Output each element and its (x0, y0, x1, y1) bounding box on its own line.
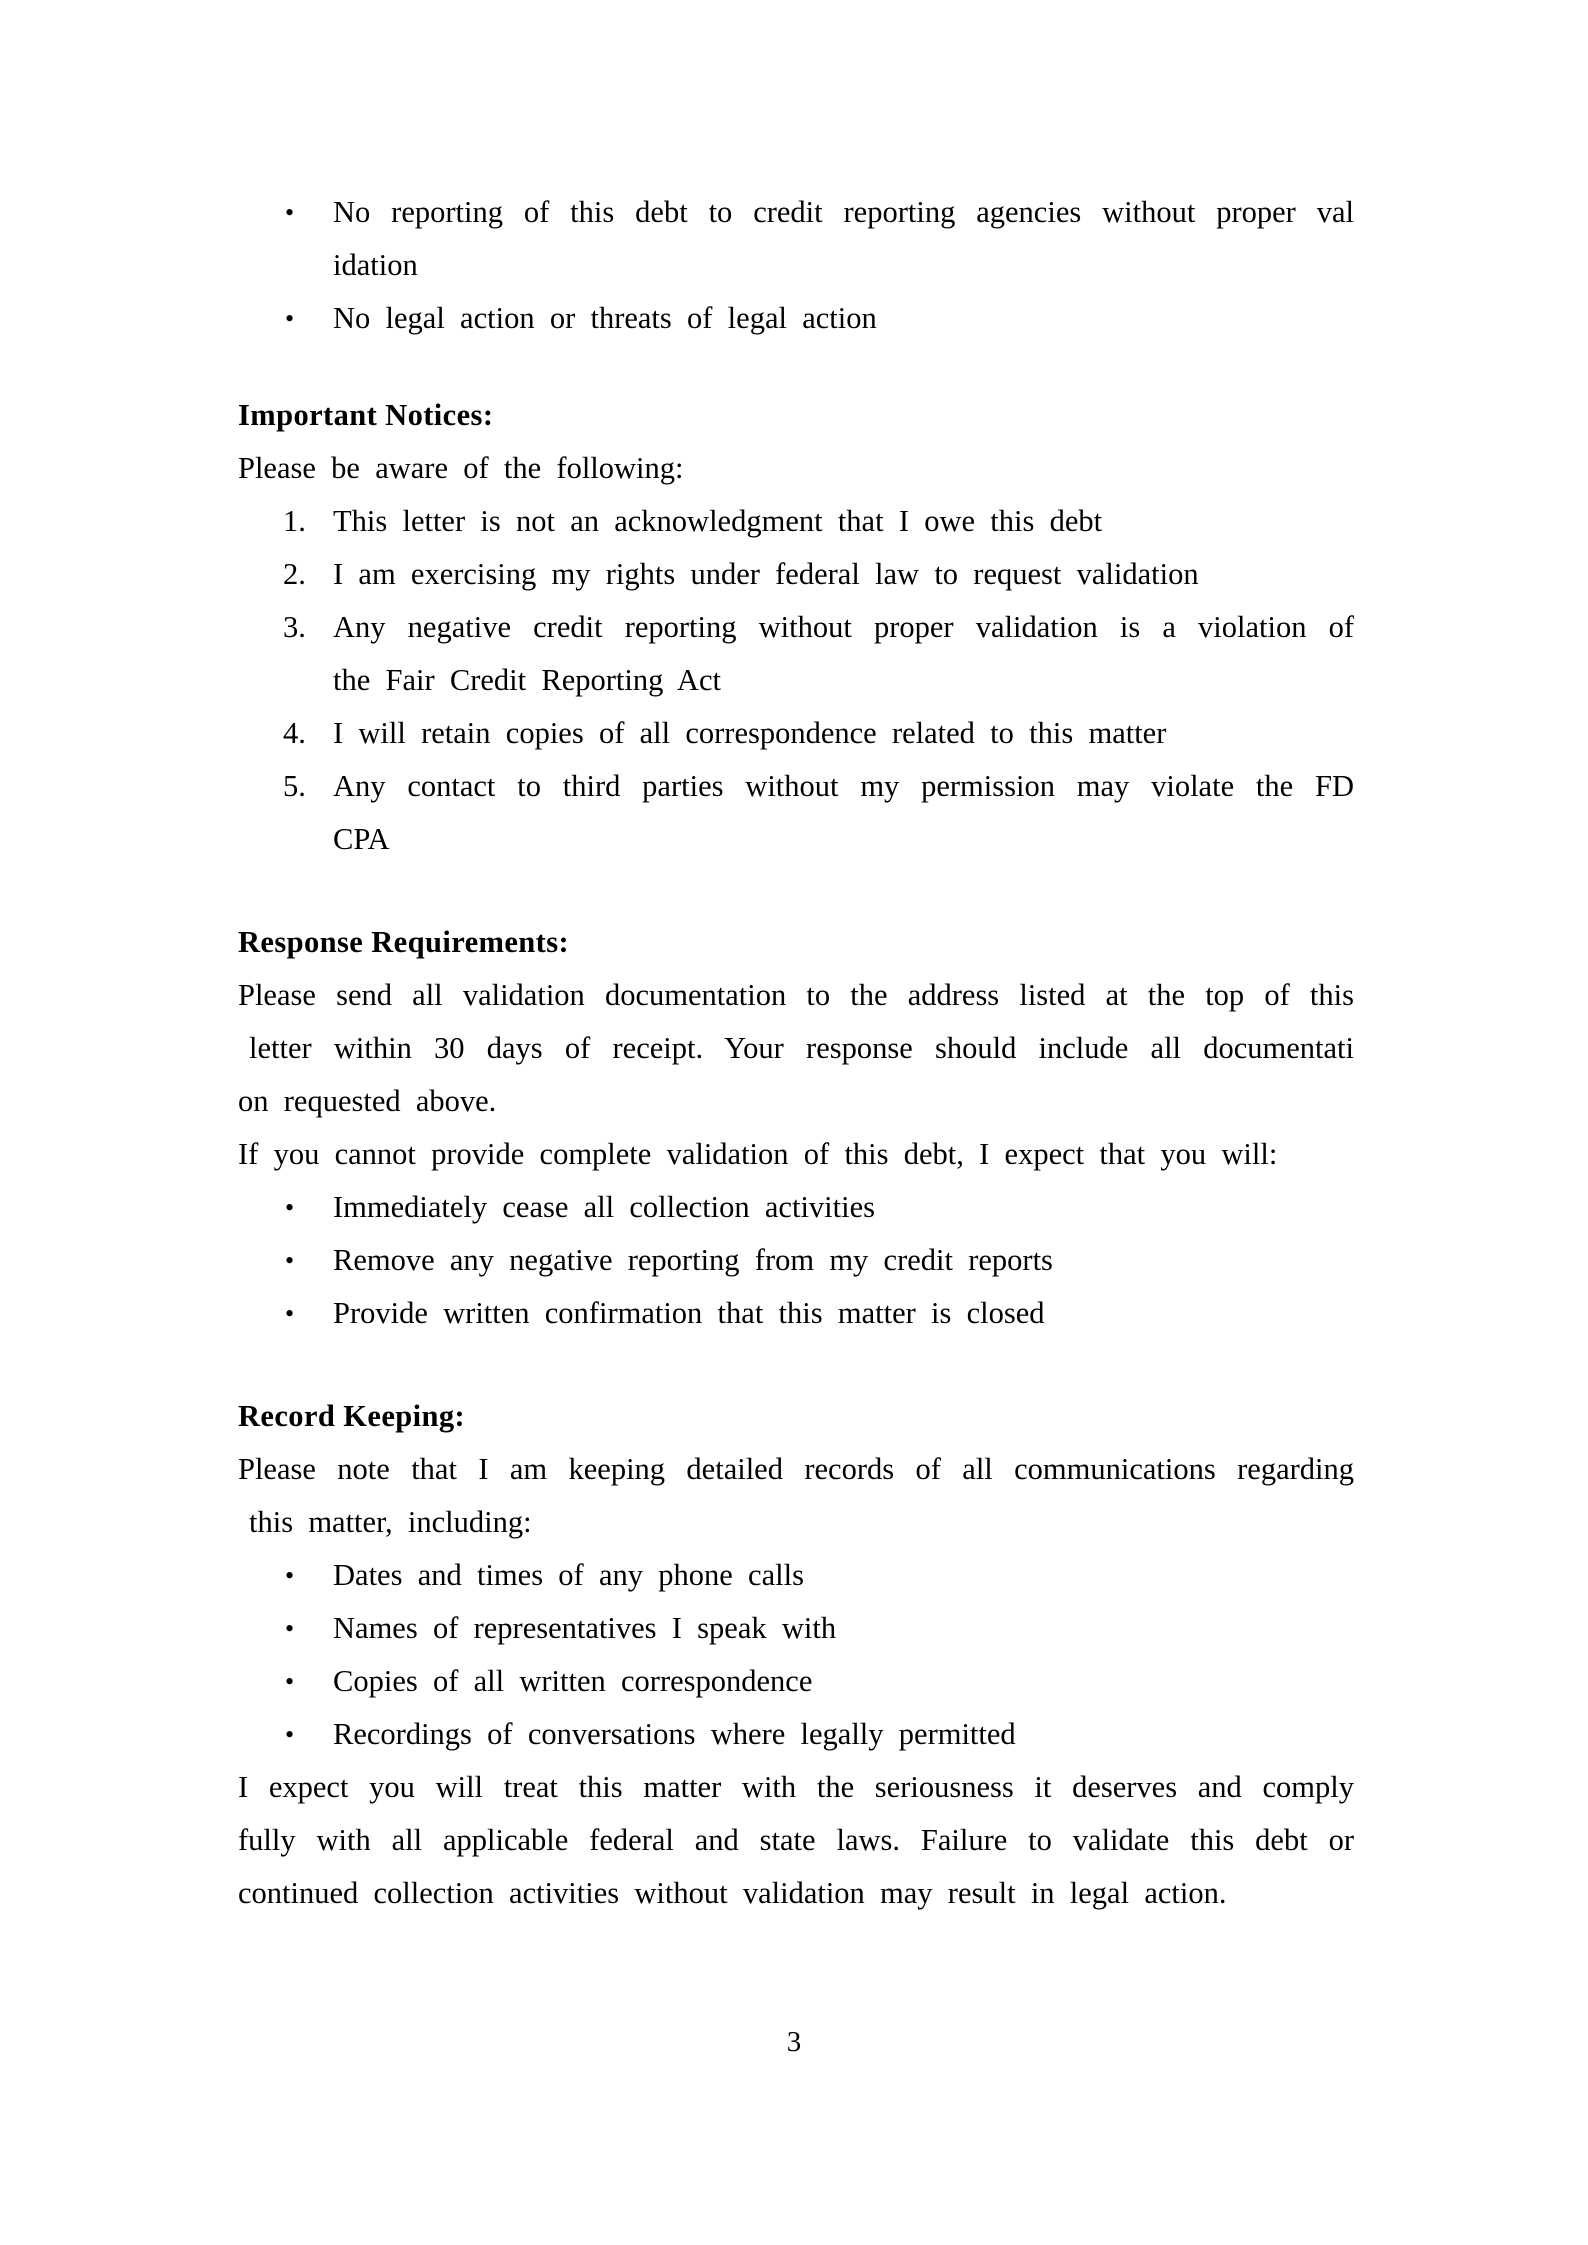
paragraph-line-1: Please send all validation documentation to the address listed at the top of this (238, 978, 1354, 1012)
page-number: 3 (786, 2026, 802, 2058)
list-text-line-1: Any negative credit reporting without proper validation is a violation of (333, 610, 1354, 644)
bullet-point-icon: • (285, 1614, 295, 1643)
page-content (238, 186, 1354, 1920)
list-text-line-1: I am exercising my rights under federal law to request validation (333, 557, 1199, 591)
list-text-line-2: CPA (333, 822, 390, 856)
bullet-point-icon: • (285, 1193, 295, 1222)
list-item (238, 1708, 1354, 1761)
bullet-point-icon: • (285, 1667, 295, 1696)
section-spacer (238, 866, 1354, 916)
list-item (238, 707, 1354, 760)
list-number: 1. (283, 504, 306, 538)
list-item (238, 186, 1354, 292)
list-text-line-1: This letter is not an acknowledgment that I owe this debt (333, 504, 1103, 538)
bullet-text-line-1: No reporting of this debt to credit reporting agencies without proper val (333, 195, 1354, 229)
list-item (238, 292, 1354, 345)
intro-line: Please be aware of the following: (238, 451, 684, 485)
paragraph-line-2: fully with all applicable federal and state laws. Failure to validate this debt or (238, 1823, 1354, 1857)
list-text-line-1: I will retain copies of all correspondence related to this matter (333, 716, 1167, 750)
paragraph-line-1: Please note that I am keeping detailed records of all communications regarding (238, 1452, 1354, 1486)
response-requirements-heading: Response Requirements: (238, 925, 570, 959)
paragraph-line-2: this matter, including: (249, 1505, 532, 1539)
bullet-text: Dates and times of any phone calls (333, 1558, 804, 1592)
list-item (238, 548, 1354, 601)
paragraph-line-1: I expect you will treat this matter with the seriousness it deserves and comply (238, 1770, 1354, 1804)
bullet-point-icon: • (285, 1720, 295, 1749)
list-item (238, 1181, 1354, 1234)
bullet-text: Immediately cease all collection activities (333, 1190, 876, 1224)
bullet-point-icon: • (285, 1561, 295, 1590)
response-requirements-paragraph (238, 969, 1354, 1128)
list-text-line-1: Any contact to third parties without my permission may violate the FD (333, 769, 1354, 803)
list-item (238, 601, 1354, 707)
list-item (238, 1655, 1354, 1708)
bullet-text: Names of representatives I speak with (333, 1611, 837, 1645)
bullet-text-line-2: idation (333, 248, 418, 282)
list-item (238, 1549, 1354, 1602)
paragraph-line-3: on requested above. (238, 1084, 497, 1118)
list-number: 5. (283, 769, 306, 803)
bullet-text: Recordings of conversations where legally permitted (333, 1717, 1016, 1751)
bullet-text: Provide written confirmation that this matter is closed (333, 1296, 1045, 1330)
top-bullet-list (238, 186, 1354, 345)
paragraph-line-2: letter within 30 days of receipt. Your response should include all documentati (249, 1031, 1354, 1065)
bullet-point-icon: • (285, 1246, 295, 1275)
list-item (238, 1234, 1354, 1287)
list-item (238, 1602, 1354, 1655)
important-notices-heading: Important Notices: (238, 398, 494, 432)
bullet-text: Copies of all written correspondence (333, 1664, 813, 1698)
section-spacer (238, 345, 1354, 389)
response-requirements-bullet-list (238, 1181, 1354, 1340)
response-requirements-intro (238, 1128, 1354, 1181)
record-keeping-heading: Record Keeping: (238, 1399, 466, 1433)
list-item (238, 1287, 1354, 1340)
bullet-text-line-1: No legal action or threats of legal action (333, 301, 877, 335)
bullet-point-icon: • (285, 198, 295, 227)
record-keeping-paragraph (238, 1443, 1354, 1549)
section-spacer (238, 1340, 1354, 1390)
list-number: 4. (283, 716, 306, 750)
list-text-line-2: the Fair Credit Reporting Act (333, 663, 721, 697)
intro-line: If you cannot provide complete validation of this debt, I expect that you will: (238, 1137, 1278, 1171)
paragraph-line-3: continued collection activities without validation may result in legal action. (238, 1876, 1227, 1910)
list-item (238, 495, 1354, 548)
bullet-point-icon: • (285, 1299, 295, 1328)
record-keeping-bullet-list (238, 1549, 1354, 1761)
bullet-point-icon: • (285, 304, 295, 333)
closing-paragraph (238, 1761, 1354, 1920)
list-item (238, 760, 1354, 866)
important-notices-intro (238, 442, 1354, 495)
list-number: 2. (283, 557, 306, 591)
list-number: 3. (283, 610, 306, 644)
important-notices-list (238, 495, 1354, 866)
bullet-text: Remove any negative reporting from my credit reports (333, 1243, 1053, 1277)
